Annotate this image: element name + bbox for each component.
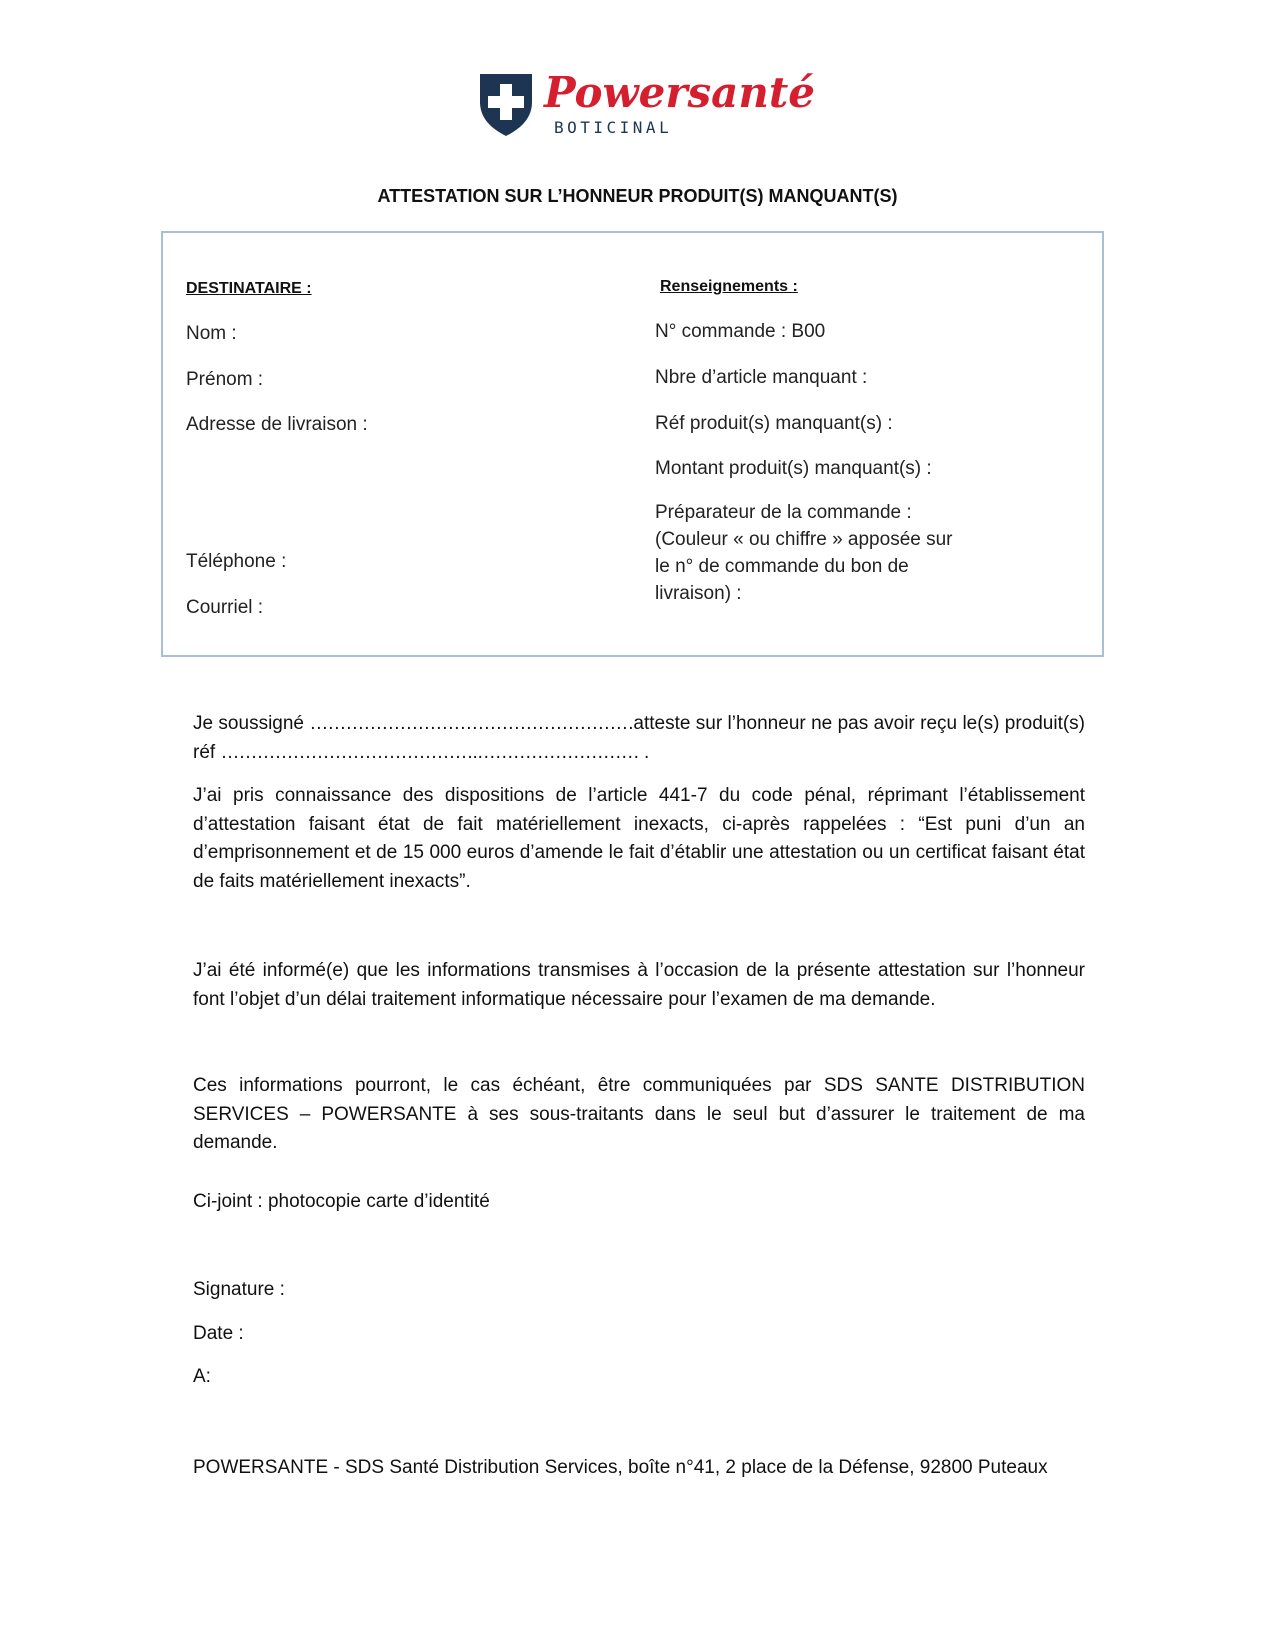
montant-label: Montant produit(s) manquant(s) : xyxy=(655,458,932,479)
soussigne-mid: atteste sur l’honneur ne pas avoir reçu le(s) produit(s) réf xyxy=(193,713,1086,763)
name-dots: ……………………………………………… xyxy=(309,713,634,734)
paragraph-soussigne xyxy=(193,710,1085,767)
nom-label: Nom : xyxy=(186,323,237,344)
info-box xyxy=(161,231,1104,657)
paragraph-article-441-7: J’ai pris connaissance des dispositions de l’article 441-7 du code pénal, réprimant l’établissement d’attestation faisant état de fait matériellement inexacts, ci-après rappelées : “Est puni d’un an d’emprisonnement et de 15 000 euros d’amende le fait d’établir une attestation ou un certificat faisant état de faits matériellement inexacts”. xyxy=(193,785,1085,892)
destinataire-heading: DESTINATAIRE : xyxy=(186,280,312,297)
logo-sub-text: BOTICINAL xyxy=(554,118,673,137)
paragraph-informatique: J’ai été informé(e) que les informations transmises à l’occasion de la présente attestation sur l’honneur font l’objet d’un délai traitement informatique nécessaire pour l’examen de ma demande. xyxy=(193,960,1085,1010)
renseignements-heading: Renseignements : xyxy=(660,278,798,295)
lieu-label: A: xyxy=(193,1366,211,1387)
adresse-label: Adresse de livraison : xyxy=(186,414,368,435)
powersante-logo xyxy=(478,68,815,142)
commande-label: N° commande : B00 xyxy=(655,321,826,342)
telephone-label: Téléphone : xyxy=(186,551,287,572)
prenom-label: Prénom : xyxy=(186,369,264,390)
courriel-label: Courriel : xyxy=(186,597,264,618)
preparateur-label: Préparateur de la commande : (Couleur « ou chiffre » apposée sur le n° de commande du bon de livraison) : xyxy=(655,502,953,604)
signature-label: Signature : xyxy=(193,1279,285,1300)
soussigne-start: Je soussigné xyxy=(193,713,304,734)
ci-joint-text: Ci-joint : photocopie carte d’identité xyxy=(193,1191,490,1212)
date-label: Date : xyxy=(193,1323,244,1344)
logo-brand-text: Powersanté xyxy=(544,68,815,117)
paragraph-sous-traitants: Ces informations pourront, le cas échéant, être communiquées par SDS SANTE DISTRIBUTION SERVICES – POWERSANTE à ses sous-traitants dans le seul but d’assurer le traitement de ma demande. xyxy=(193,1075,1085,1153)
ref-dots: …………………………………….……………………… xyxy=(220,741,639,763)
shield-cross-icon xyxy=(478,72,534,138)
ref-produit-label: Réf produit(s) manquant(s) : xyxy=(655,413,893,434)
nbre-article-label: Nbre d’article manquant : xyxy=(655,367,868,388)
footer-address: POWERSANTE - SDS Santé Distribution Services, boîte n°41, 2 place de la Défense, 92800 Puteaux xyxy=(193,1457,1048,1478)
soussigne-end: . xyxy=(644,741,650,763)
document-title: ATTESTATION SUR L’HONNEUR PRODUIT(S) MANQUANT(S) xyxy=(377,186,898,206)
